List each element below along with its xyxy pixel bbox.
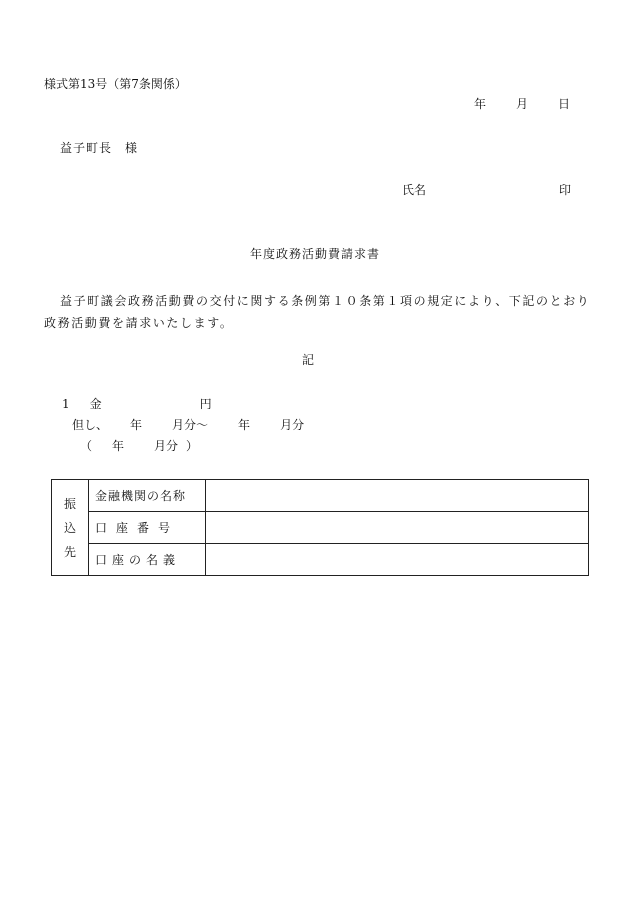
account-holder-label: 口座の名義 [89,544,206,576]
account-holder-field[interactable] [206,544,589,576]
table-row [52,512,589,544]
signature-line [402,182,574,198]
paren-year: 年 [112,439,125,453]
document-title: 年度政務活動費請求書 [249,247,380,261]
vertical-char: 先 [63,544,76,559]
amount-unit: 円 [199,397,212,411]
bank-name-field[interactable] [206,480,589,512]
period-line [72,417,304,433]
period-month-start: 月分〜 [172,418,209,432]
paren-month: 月分 [154,439,179,453]
body-paragraph: 益子町議会政務活動費の交付に関する条例第１０条第１項の規定により、下記のとおり政務活動費を請求いたします。 [44,294,591,330]
account-number-field[interactable] [206,512,589,544]
amount-number: 1 [62,397,70,411]
table-row [52,480,589,512]
vertical-char: 込 [63,520,76,535]
table-row [52,544,589,576]
transfer-destination-header [52,480,89,576]
amount-line [62,396,212,412]
amount-label: 金 [89,397,102,411]
paren-line [80,438,198,454]
addressee: 益子町長 様 [60,141,139,155]
date-year: 年 [474,97,487,111]
period-prefix: 但し、 [72,418,109,432]
bank-name-label: 金融機関の名称 [89,480,206,512]
account-number-label: 口座番号 [89,512,206,544]
period-month-end: 月分 [280,418,305,432]
date-month: 月 [516,97,529,111]
seal-mark: 印 [559,183,572,197]
vertical-char: 振 [63,496,76,511]
period-year-end: 年 [238,418,251,432]
paren-close: ） [186,439,199,453]
date-line [474,96,570,112]
ki-heading: 記 [301,353,314,367]
bank-transfer-table [51,479,589,576]
name-label: 氏名 [402,183,427,197]
date-day: 日 [558,97,571,111]
form-number: 様式第13号（第7条関係） [44,77,187,91]
paren-open: （ [80,439,93,453]
period-year-start: 年 [130,418,143,432]
